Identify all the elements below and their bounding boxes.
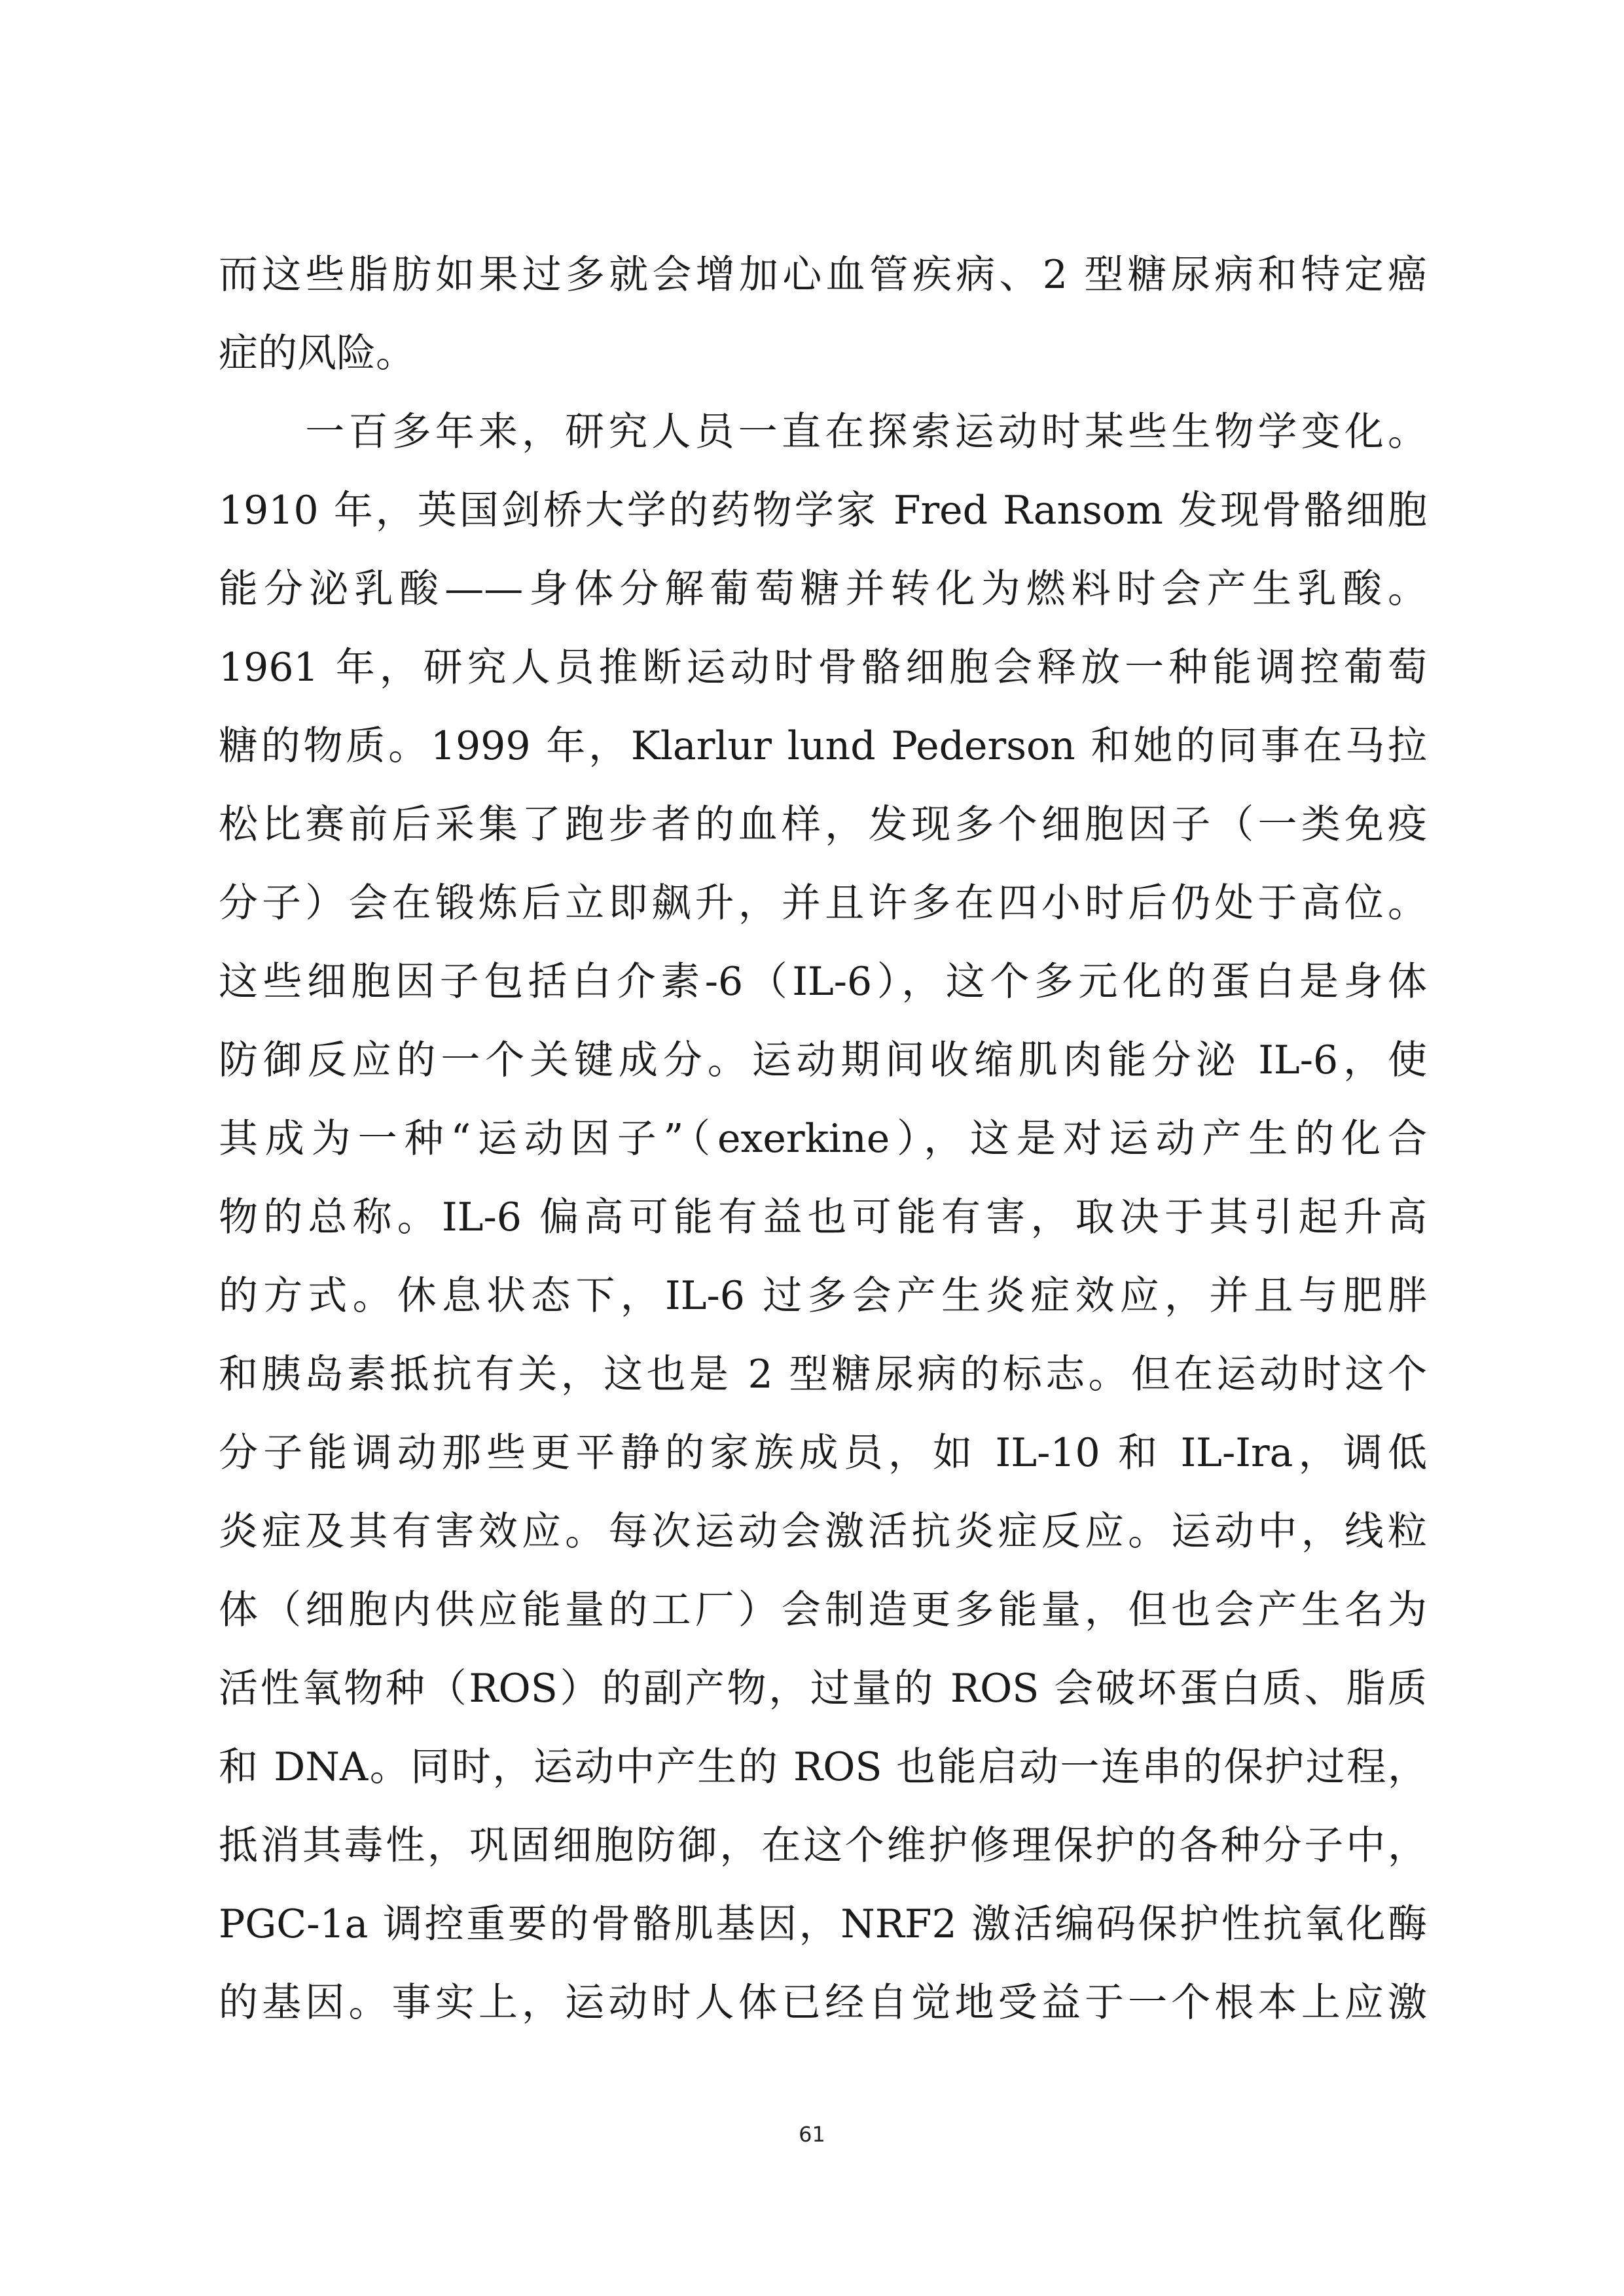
text-line-13: 物的总称。IL-6 偏高可能有益也可能有害，取决于其引起升高 xyxy=(219,1194,1427,1240)
text-line-15: 和胰岛素抵抗有关，这也是 2 型糖尿病的标志。但在运动时这个 xyxy=(219,1352,1427,1397)
text-line-14: 的方式。休息状态下，IL-6 过多会产生炎症效应，并且与肥胖 xyxy=(219,1273,1427,1319)
text-line-19: 活性氧物种（ROS）的副产物，过量的 ROS 会破坏蛋白质、脂质 xyxy=(219,1666,1427,1712)
text-line-12: 其成为一种“运动因子”（exerkine），这是对运动产生的化合 xyxy=(219,1116,1427,1162)
text-line-8: 松比赛前后采集了跑步者的血样，发现多个细胞因子（一类免疫 xyxy=(219,802,1427,848)
text-line-23: 的基因。事实上，运动时人体已经自觉地受益于一个根本上应激 xyxy=(219,1980,1427,2026)
text-line-22: PGC-1a 调控重要的骨骼肌基因，NRF2 激活编码保护性抗氧化酶 xyxy=(219,1901,1427,1947)
text-line-10: 这些细胞因子包括白介素-6（IL-6），这个多元化的蛋白是身体 xyxy=(219,959,1427,1005)
text-line-6: 1961 年，研究人员推断运动时骨骼细胞会释放一种能调控葡萄 xyxy=(219,645,1427,691)
text-line-20: 和 DNA。同时，运动中产生的 ROS 也能启动一连串的保护过程， xyxy=(219,1744,1427,1790)
text-line-2: 症的风险。 xyxy=(219,331,415,376)
text-line-11: 防御反应的一个关键成分。运动期间收缩肌肉能分泌 IL-6，使 xyxy=(219,1037,1427,1083)
text-line-4: 1910 年，英国剑桥大学的药物学家 Fred Ransom 发现骨骼细胞 xyxy=(219,488,1427,533)
text-line-7: 糖的物质。1999 年，Klarlur lund Pederson 和她的同事在马拉 xyxy=(219,723,1427,769)
text-line-9: 分子）会在锻炼后立即飙升，并且许多在四小时后仍处于高位。 xyxy=(219,880,1427,926)
text-line-3: 一百多年来，研究人员一直在探索运动时某些生物学变化。 xyxy=(219,409,1427,455)
text-line-16: 分子能调动那些更平静的家族成员，如 IL-10 和 IL-Ira，调低 xyxy=(219,1430,1427,1476)
text-line-1: 而这些脂肪如果过多就会增加心血管疾病、2 型糖尿病和特定癌 xyxy=(219,252,1427,298)
text-line-5: 能分泌乳酸——身体分解葡萄糖并转化为燃料时会产生乳酸。 xyxy=(219,566,1427,612)
page-number: 61 xyxy=(799,2122,825,2147)
text-line-18: 体（细胞内供应能量的工厂）会制造更多能量，但也会产生名为 xyxy=(219,1587,1427,1633)
text-line-21: 抵消其毒性，巩固细胞防御，在这个维护修理保护的各种分子中， xyxy=(219,1823,1427,1869)
text-line-17: 炎症及其有害效应。每次运动会激活抗炎症反应。运动中，线粒 xyxy=(219,1509,1427,1554)
